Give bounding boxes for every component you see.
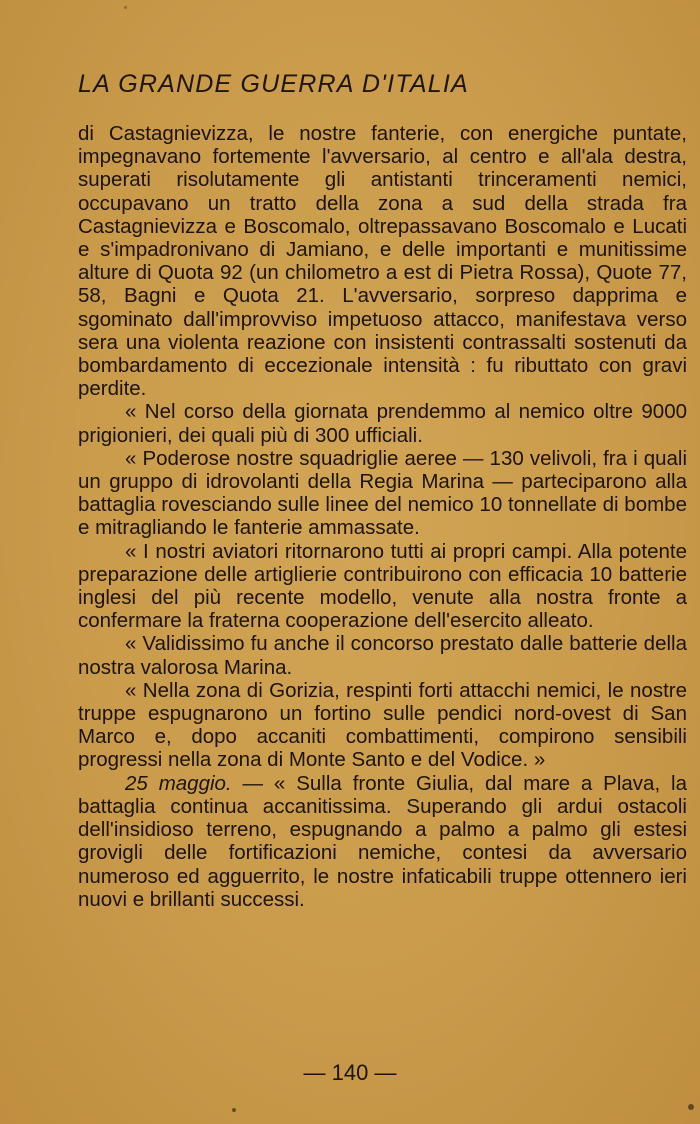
running-title: LA GRANDE GUERRA D'ITALIA [78, 70, 469, 98]
paragraph-gorizia: « Nella zona di Gorizia, respinti forti attacchi nemici, le nostre truppe espugnarono un fortino sulle pendici nord-ovest di San Marco e, dopo accaniti combattimenti, compirono sensibili progressi nella zona di Monte Santo e del Vodice. » [78, 678, 687, 772]
paper-speck [232, 1108, 236, 1112]
paragraph-continued: di Castagnievizza, le nostre fanterie, con energiche puntate, impegnavano fortemente l'avversario, al centro e all'ala destra, superati risolutamente gli antistanti trinceramenti nemici, occupavano un tratto della zona a sud della strada fra Castagnievizza e Boscomalo, oltrepassavano Boscomalo e Lucati e s'impadronivano di Jamiano, e delle importanti e munitissime alture di Quota 92 (un chilometro a est di Pietra Rossa), Quote 77, 58, Bagni e Quota 21. L'avversario, sorpreso dapprima e sgominato dall'improvviso impetuoso attacco, manifestava verso sera una violenta reazione con insistenti contrassalti sostenuti da bombardamento di eccezionale intensità : fu ributtato con gravi perdite. [78, 122, 687, 401]
paragraph-aviators: « I nostri aviatori ritornarono tutti ai propri campi. Alla potente preparazione delle artiglierie contribuirono con efficacia 10 batterie inglesi del più recente modello, venute alla nostra fronte a confermare la fraterna cooperazione dell'esercito alleato. [78, 539, 687, 633]
page-number-label: — 140 — [303, 1060, 397, 1085]
date-heading: 25 maggio. [125, 771, 232, 795]
paragraph-25-may [78, 772, 687, 911]
page-number [0, 1060, 700, 1086]
paragraph-prisoners: « Nel corso della giornata prendemmo al nemico oltre 9000 prigionieri, dei quali più di 300 ufficiali. [78, 400, 687, 447]
paper-speck [688, 1104, 694, 1110]
paragraph-air-squadrons: « Poderose nostre squadriglie aeree — 130 velivoli, fra i quali un gruppo di idrovolanti della Regia Marina — parteciparono alla battaglia rovesciando sulle linee del nemico 10 tonnellate di bombe e mitragliando le fanterie ammassate. [78, 446, 687, 540]
paper-speck [124, 6, 127, 9]
body-text [78, 122, 687, 911]
paragraph-navy-batteries: « Validissimo fu anche il concorso prestato dalle batterie della nostra valorosa Marina. [78, 632, 687, 679]
paragraph-25-may-text: — « Sulla fronte Giulia, dal mare a Plava, la battaglia continua accanitissima. Superando gli ardui ostacoli dell'insidioso terreno, espugnando a palmo a palmo gli estesi grovigli delle fortificazioni nemiche, contesi da avversario numeroso ed agguerrito, le nostre infaticabili truppe ottennero ieri nuovi e brillanti successi. [78, 771, 687, 911]
